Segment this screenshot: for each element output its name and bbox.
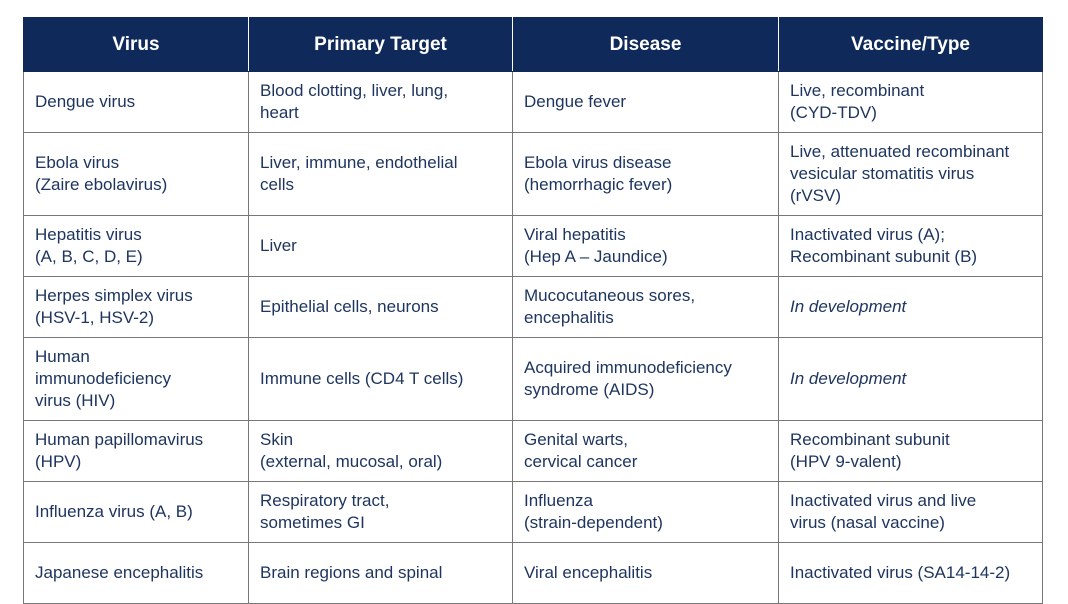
cell-primary-target: Liver	[249, 216, 513, 277]
cell-virus: Herpes simplex virus (HSV-1, HSV-2)	[24, 277, 249, 338]
cell-virus: Dengue virus	[24, 72, 249, 133]
cell-disease: Dengue fever	[513, 72, 779, 133]
virus-table-container	[23, 17, 1042, 604]
cell-disease: Acquired immunodeficiency syndrome (AIDS)	[513, 338, 779, 421]
cell-virus: Human immunodeficiency virus (HIV)	[24, 338, 249, 421]
table-row	[24, 72, 1043, 133]
cell-virus: Hepatitis virus (A, B, C, D, E)	[24, 216, 249, 277]
cell-vaccine: Inactivated virus (SA14-14-2)	[779, 543, 1043, 604]
cell-vaccine: Live, recombinant (CYD-TDV)	[779, 72, 1043, 133]
header-vaccine-type: Vaccine/Type	[779, 18, 1043, 72]
cell-vaccine: In development	[779, 277, 1043, 338]
cell-primary-target: Liver, immune, endothelial cells	[249, 133, 513, 216]
virus-vaccine-table	[23, 17, 1043, 604]
header-disease: Disease	[513, 18, 779, 72]
cell-virus: Influenza virus (A, B)	[24, 482, 249, 543]
header-virus: Virus	[24, 18, 249, 72]
table-row	[24, 482, 1043, 543]
table-row	[24, 277, 1043, 338]
cell-virus: Japanese encephalitis	[24, 543, 249, 604]
cell-primary-target: Blood clotting, liver, lung, heart	[249, 72, 513, 133]
table-row	[24, 338, 1043, 421]
cell-primary-target: Brain regions and spinal	[249, 543, 513, 604]
cell-disease: Viral hepatitis (Hep A – Jaundice)	[513, 216, 779, 277]
cell-virus: Ebola virus (Zaire ebolavirus)	[24, 133, 249, 216]
cell-disease: Mucocutaneous sores, encephalitis	[513, 277, 779, 338]
cell-primary-target: Epithelial cells, neurons	[249, 277, 513, 338]
table-row	[24, 543, 1043, 604]
cell-vaccine: Inactivated virus and live virus (nasal vaccine)	[779, 482, 1043, 543]
cell-primary-target: Skin (external, mucosal, oral)	[249, 421, 513, 482]
cell-disease: Ebola virus disease (hemorrhagic fever)	[513, 133, 779, 216]
table-row	[24, 421, 1043, 482]
cell-disease: Influenza (strain-dependent)	[513, 482, 779, 543]
cell-vaccine: Inactivated virus (A); Recombinant subunit (B)	[779, 216, 1043, 277]
cell-disease: Genital warts, cervical cancer	[513, 421, 779, 482]
cell-disease: Viral encephalitis	[513, 543, 779, 604]
table-header-row	[24, 18, 1043, 72]
cell-primary-target: Respiratory tract, sometimes GI	[249, 482, 513, 543]
table-row	[24, 216, 1043, 277]
cell-vaccine: Live, attenuated recombinant vesicular stomatitis virus (rVSV)	[779, 133, 1043, 216]
header-primary-target: Primary Target	[249, 18, 513, 72]
cell-primary-target: Immune cells (CD4 T cells)	[249, 338, 513, 421]
table-row	[24, 133, 1043, 216]
cell-vaccine: In development	[779, 338, 1043, 421]
cell-virus: Human papillomavirus (HPV)	[24, 421, 249, 482]
cell-vaccine: Recombinant subunit (HPV 9-valent)	[779, 421, 1043, 482]
